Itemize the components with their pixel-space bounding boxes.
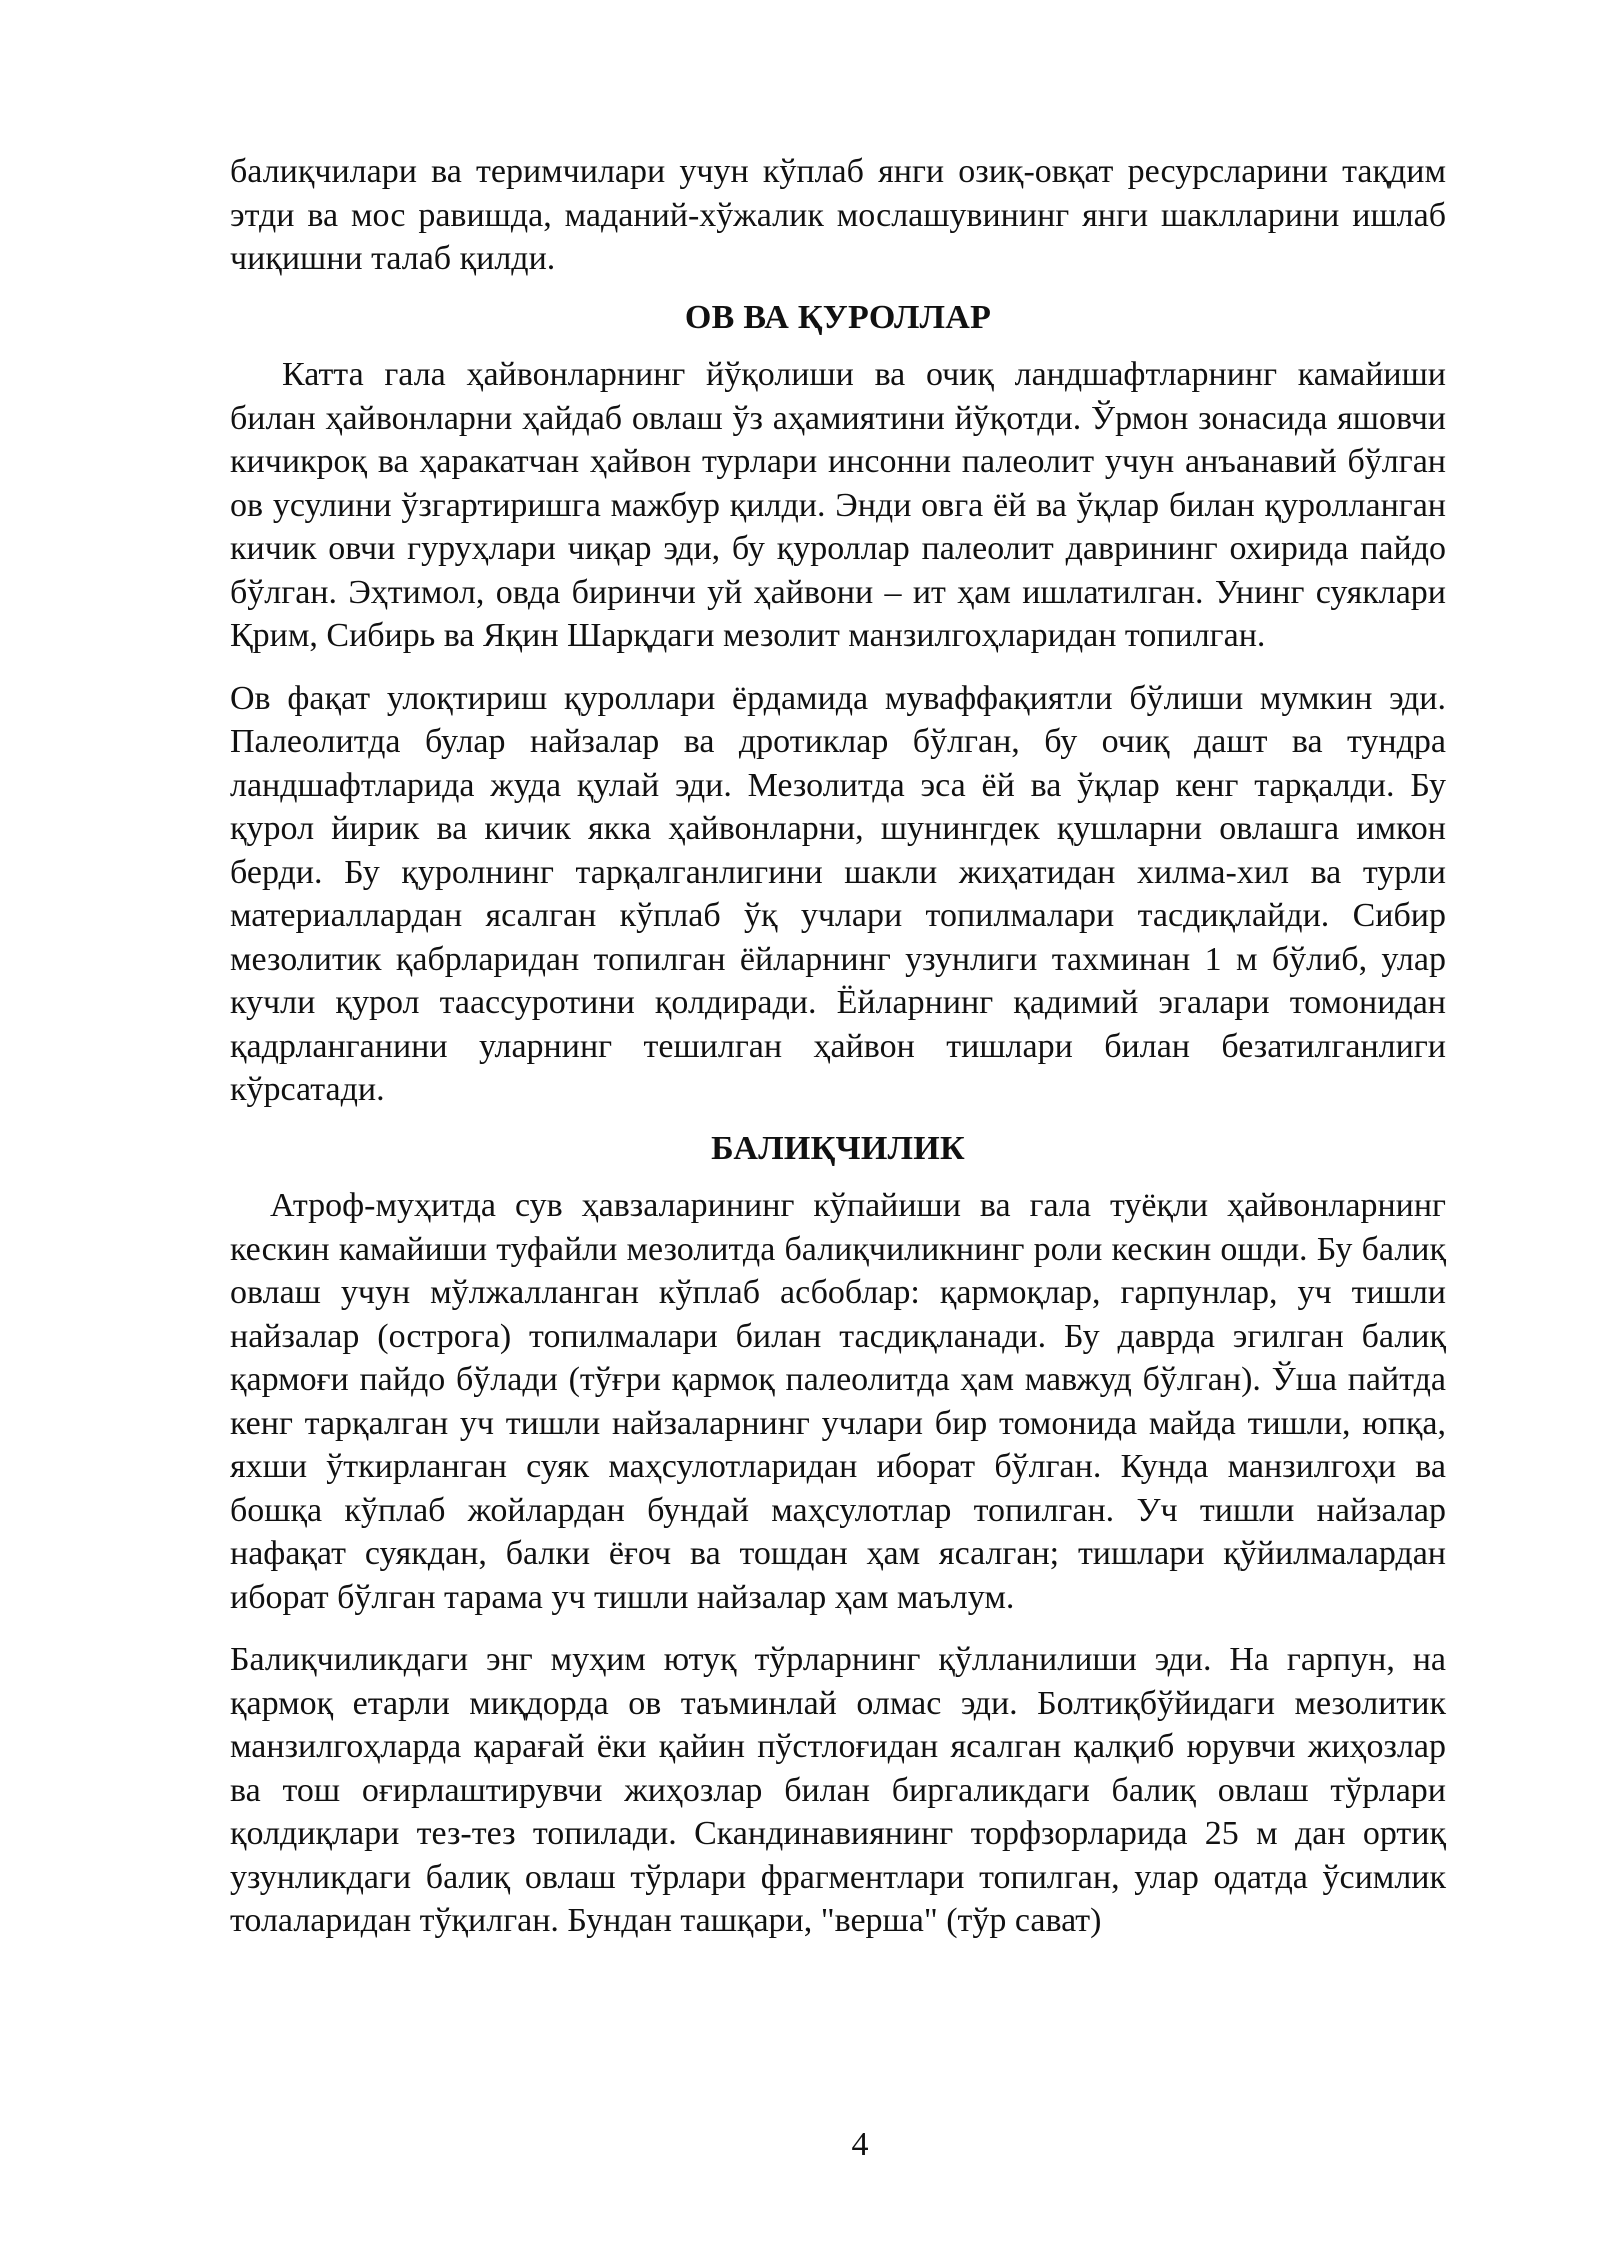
paragraph-hunting-1: Катта гала ҳайвонларнинг йўқолиши ва очиқ ландшафтларнинг камайиши билан ҳайвонларни ҳайдаб овлаш ўз аҳамиятини йўқотди. Ўрмон зонасида яшовчи кичикроқ ва ҳаракатчан ҳайвон турлари инсонни палеолит учун анъанавий бўлган ов усулини ўзгартиришга мажбур қилди. Энди овга ёй ва ўқлар билан қуролланган кичик овчи гуруҳлари чиқар эди, бу қуроллар палеолит даврининг охирида пайдо бўлган. Эҳтимол, овда биринчи уй ҳайвони – ит ҳам ишлатилган. Унинг суяклари Қрим, Сибирь ва Яқин Шарқдаги мезолит манзилгоҳларидан топилган. — [230, 356, 1446, 654]
intro-paragraph: балиқчилари ва теримчилари учун кўплаб янги озиқ-овқат ресурсларини тақдим этди ва мос равишда, маданий-хўжалик мослашувининг янги шаклларини ишлаб чиқишни талаб қилди. — [230, 153, 1446, 277]
section-heading-fishing: БАЛИҚЧИЛИК — [711, 1129, 965, 1167]
paragraph-hunting-2: Ов фақат улоқтириш қуроллари ёрдамида муваффақиятли бўлиши мумкин эди. Палеолитда булар найзалар ва дротиклар бўлган, бу очиқ дашт ва тундра ландшафтларида жуда қулай эди. Мезолитда эса ёй ва ўқлар кенг тарқалди. Бу қурол йирик ва кичик якка ҳайвонларни, шунингдек қушларни овлашга имкон берди. Бу қуролнинг тарқалганлигини шакли жиҳатидан хилма-хил ва турли материаллардан ясалган кўплаб ўқ учлари топилмалари тасдиқлайди. Сибир мезолитик қабрларидан топилган ёйларнинг узунлиги тахминан 1 м бўлиб, улар кучли қурол таассуротини қолдиради. Ёйларнинг қадимий эгалари томонидан қадрланганини уларнинг тешилган ҳайвон тишлари билан безатилганлиги кўрсатади. — [230, 679, 1446, 1108]
document-page — [230, 150, 1446, 1943]
paragraph-fishing-1: Атроф-муҳитда сув ҳавзаларининг кўпайиши ва гала туёқли ҳайвонларнинг кескин камайиши туфайли мезолитда балиқчиликнинг роли кескин ошди. Бу балиқ овлаш учун мўлжалланган кўплаб асбоблар: қармоқлар, гарпунлар, уч тишли найзалар (острога) топилмалари билан тасдиқланади. Бу даврда эгилган балиқ қармоғи пайдо бўлади (тўғри қармоқ палеолитда ҳам мавжуд бўлган). Ўша пайтда кенг тарқалган уч тишли найзаларнинг учлари бир томонида майда тишли, юпқа, яхши ўткирланган суяк маҳсулотларидан иборат бўлган. Кунда манзилгоҳи ва бошқа кўплаб жойлардан бундай маҳсулотлар топилган. Уч тишли найзалар нафақат суякдан, балки ёғоч ва тошдан ҳам ясалган; тишлари қўйилмалардан иборат бўлган тарама уч тишли найзалар ҳам маълум. — [230, 1187, 1446, 1616]
page-number: 4 — [851, 2126, 869, 2163]
paragraph-fishing-2: Балиқчиликдаги энг муҳим ютуқ тўрларнинг қўлланилиши эди. На гарпун, на қармоқ етарли миқдорда ов таъминлай олмас эди. Болтиқбўйидаги мезолитик манзилгоҳларда қарағай ёки қайин пўстлоғидан ясалган қалқиб юрувчи жиҳозлар ва тош оғирлаштирувчи жиҳозлар билан биргаликдаги балиқ овлаш тўрлари қолдиқлари тез-тез топилади. Скандинавиянинг торфзорларида 25 м дан ортиқ узунликдаги балиқ овлаш тўрлари фрагментлари топилган, улар одатда ўсимлик толаларидан тўқилган. Бундан ташқари, "верша" (тўр сават) — [230, 1641, 1446, 1939]
section-heading-hunting-weapons: ОВ ВА ҚУРОЛЛАР — [684, 298, 992, 336]
